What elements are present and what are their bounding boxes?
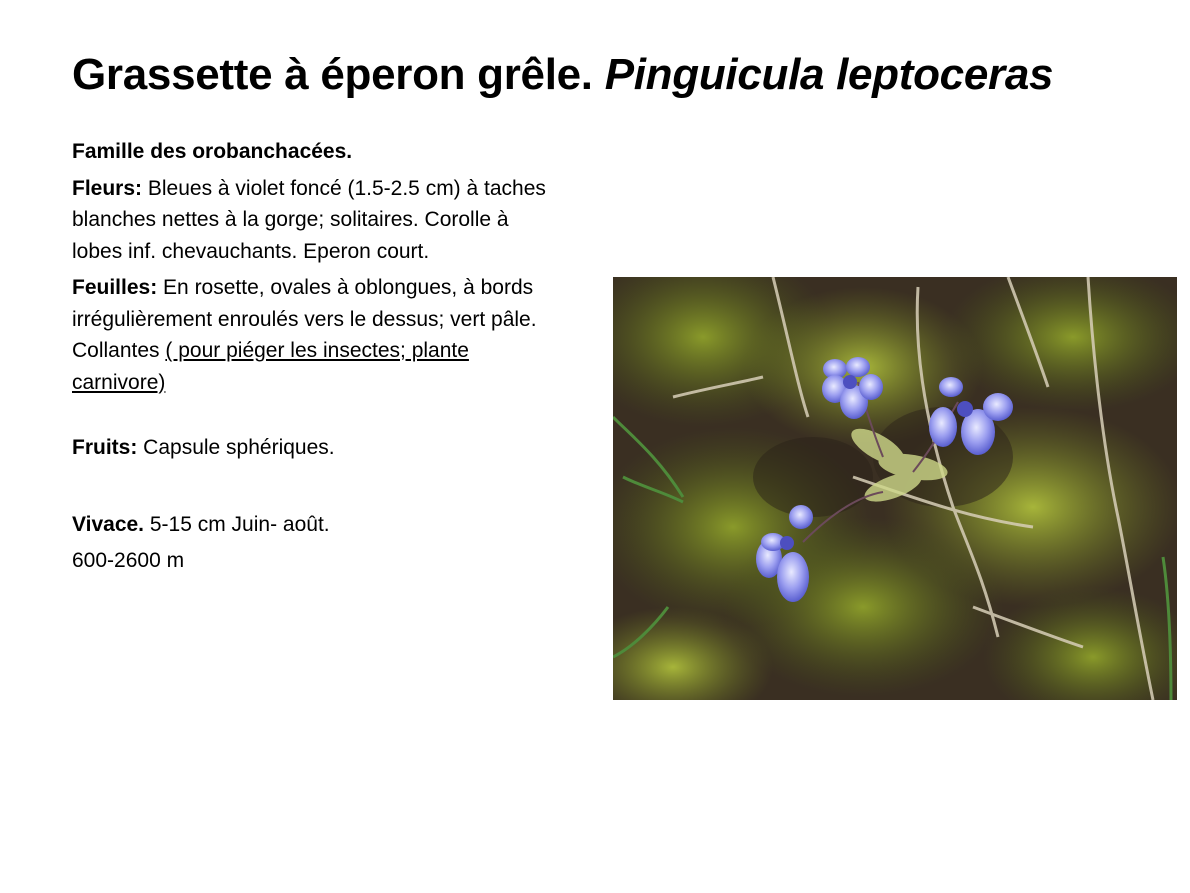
flowers-paragraph — [72, 173, 558, 268]
leaves-paragraph — [72, 272, 558, 398]
altitude-text: 600-2600 m — [72, 549, 185, 572]
description — [72, 136, 558, 577]
lifecycle-paragraph — [72, 509, 558, 541]
lifecycle-text: 5-15 cm Juin- août. — [149, 512, 330, 536]
latin-name: Pinguicula leptoceras — [604, 50, 1054, 99]
leaves-text: En rosette, ovales à oblongues, à bords irrégulièrement enroulés vers le dessus; vert pâle. Collantes — [72, 276, 537, 362]
flowers-label: Fleurs: — [72, 176, 143, 200]
common-name: Grassette à éperon grêle. — [72, 50, 593, 99]
altitude-line — [72, 545, 558, 577]
fruits-paragraph — [72, 432, 558, 464]
lifecycle-label: Vivace. — [72, 512, 145, 536]
family-text: Famille des orobanchacées. — [72, 140, 353, 163]
fruits-label: Fruits: — [72, 436, 138, 459]
slide-title — [72, 50, 1053, 100]
family-line — [72, 136, 558, 168]
fruits-text: Capsule sphériques. — [143, 436, 335, 459]
leaves-underlined-text: ( pour piéger les insectes; plante carnivore) — [72, 339, 469, 394]
flowers-text: Bleues à violet foncé (1.5-2.5 cm) à taches blanches nettes à la gorge; solitaires. Corolle à lobes inf. chevauchants. Eperon court. — [72, 176, 546, 263]
plant-photo — [613, 277, 1177, 700]
leaves-label: Feuilles: — [72, 276, 158, 299]
